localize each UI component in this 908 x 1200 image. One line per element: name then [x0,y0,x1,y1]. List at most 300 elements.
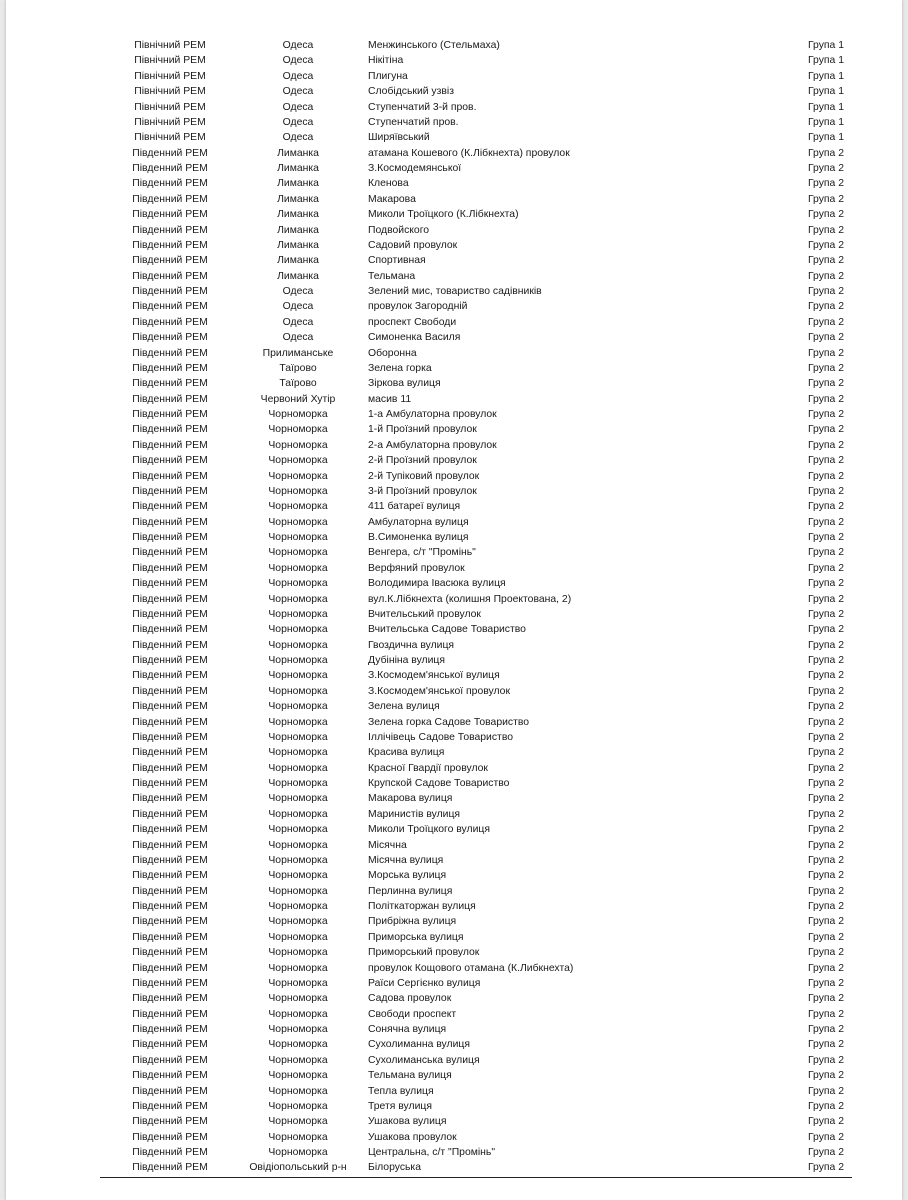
table-row [100,715,850,730]
rem-cell: Південний РЕМ [132,578,208,590]
locality-cell: Чорноморка [268,1131,328,1143]
group-cell: Група 2 [808,916,844,928]
rem-cell: Південний РЕМ [132,209,208,221]
table-row [100,346,850,361]
street-cell: 411 батареї вулиця [368,501,461,513]
group-cell: Група 2 [808,239,844,251]
group-cell: Група 2 [808,824,844,836]
locality-cell: Таїрово [279,378,317,390]
group-cell: Група 2 [808,639,844,651]
rem-cell: Південний РЕМ [132,362,208,374]
locality-cell: Лиманка [277,147,319,159]
group-cell: Група 2 [808,1100,844,1112]
street-cell: Маринистів вулиця [368,808,461,820]
rem-cell: Південний РЕМ [132,931,208,943]
locality-cell: Одеса [282,116,314,128]
table-row [100,1068,850,1083]
table-row [100,745,850,760]
street-cell: Ступенчатий 3-й пров. [368,101,477,113]
locality-cell: Одеса [282,40,314,51]
locality-cell: Чорноморка [268,793,328,805]
street-cell: Ушакова вулиця [368,1116,447,1128]
street-cell: Раїси Сергієнко вулиця [368,977,481,989]
table-row [100,1037,850,1052]
table-row [100,930,850,945]
table-row [100,1099,850,1114]
table-row [100,822,850,837]
locality-cell: Чорноморка [268,670,328,682]
locality-cell: Одеса [282,332,314,344]
group-cell: Група 2 [808,532,844,543]
locality-cell: Чорноморка [268,1070,328,1082]
group-cell: Група 2 [808,224,844,236]
locality-cell: Лиманка [277,178,319,190]
group-cell: Група 2 [808,731,844,743]
group-cell: Група 2 [808,470,844,482]
table-row [100,945,850,960]
locality-cell: Чорноморка [268,870,328,882]
group-cell: Група 2 [808,547,844,559]
rem-cell: Південний РЕМ [132,547,208,559]
street-cell: Тепла вулиця [368,1085,434,1097]
locality-cell: Чорноморка [268,409,328,420]
street-cell: В.Симоненка вулиця [368,532,469,543]
street-cell: 2-й Тупіковий провулок [368,470,480,482]
rem-cell: Південний РЕМ [132,393,208,405]
street-cell: масив 11 [368,393,412,405]
rem-cell: Південний РЕМ [132,731,208,743]
street-cell: Миколи Троїцкого вулиця [368,824,490,836]
street-cell: Зелена горка Садове Товариство [368,716,530,728]
street-cell: Вчительська Садове Товариство [368,624,526,636]
street-cell: Ушакова провулок [368,1131,457,1143]
street-cell: Володимира Івасюка вулиця [368,578,506,590]
rem-cell: Південний РЕМ [132,147,208,159]
rem-cell: Південний РЕМ [132,178,208,190]
rem-cell: Південний РЕМ [132,916,208,928]
rem-cell: Північний РЕМ [134,86,206,98]
group-cell: Група 2 [808,501,844,513]
street-cell: Садовий провулок [368,239,458,251]
locality-cell: Одеса [282,316,314,328]
group-cell: Група 2 [808,1131,844,1143]
street-cell: Тельмана вулиця [368,1070,452,1082]
group-cell: Група 2 [808,455,844,467]
group-cell: Група 2 [808,1039,844,1051]
group-cell: Група 1 [808,116,844,128]
table-row [100,991,850,1006]
locality-cell: Чорноморка [268,962,328,974]
rem-cell: Південний РЕМ [132,624,208,636]
rem-cell: Південний РЕМ [132,163,208,174]
street-cell: Ступенчатий пров. [368,116,459,128]
rem-cell: Південний РЕМ [132,901,208,912]
rem-cell: Південний РЕМ [132,685,208,697]
locality-cell: Чорноморка [268,1054,328,1066]
table-row [100,961,850,976]
table-row [100,1145,850,1160]
locality-cell: Лиманка [277,224,319,236]
group-cell: Група 2 [808,178,844,190]
locality-cell: Чорноморка [268,747,328,759]
rem-cell: Південний РЕМ [132,1131,208,1143]
rem-cell: Південний РЕМ [132,854,208,866]
rem-cell: Південний РЕМ [132,716,208,728]
locality-cell: Чорноморка [268,1100,328,1112]
street-cell: Кленова [368,178,409,190]
group-cell: Група 2 [808,1070,844,1082]
street-cell: Красива вулиця [368,747,445,759]
group-cell: Група 1 [808,101,844,113]
group-cell: Група 2 [808,716,844,728]
group-cell: Група 2 [808,870,844,882]
rem-cell: Південний РЕМ [132,255,208,267]
locality-cell: Чорноморка [268,685,328,697]
table-row [100,53,850,68]
group-cell: Група 2 [808,839,844,851]
rem-cell: Південний РЕМ [132,870,208,882]
table-row [100,161,850,176]
table-row [100,392,850,407]
group-cell: Група 2 [808,193,844,205]
locality-cell: Чорноморка [268,824,328,836]
table-row [100,776,850,791]
table-row [100,607,850,622]
locality-cell: Чорноморка [268,885,328,897]
table-row [100,361,850,376]
locality-cell: Чорноморка [268,977,328,989]
locality-cell: Лиманка [277,239,319,251]
group-cell: Група 2 [808,947,844,959]
street-cell: вул.К.Лібкнехта (колишня Проектована, 2) [368,593,572,605]
locality-cell: Чорноморка [268,639,328,651]
group-cell: Група 1 [808,40,844,51]
group-cell: Група 2 [808,332,844,344]
street-cell: Зелена вулиця [368,701,440,713]
group-cell: Група 2 [808,608,844,620]
street-cell: Приморська вулиця [368,931,464,943]
rem-cell: Південний РЕМ [132,947,208,959]
street-cell: Зелений мис, товариство садівників [368,286,542,297]
street-cell: Прибріжна вулиця [368,916,457,928]
group-cell: Група 2 [808,1116,844,1128]
locality-cell: Одеса [282,101,314,113]
locality-cell: Одеса [282,70,314,82]
table-row [100,69,850,84]
locality-cell: Чорноморка [268,731,328,743]
group-cell: Група 1 [808,132,844,144]
group-cell: Група 2 [808,854,844,866]
table-row [100,176,850,191]
street-cell: Вчительський провулок [368,608,481,620]
group-cell: Група 2 [808,624,844,636]
rem-cell: Південний РЕМ [132,270,208,282]
group-cell: Група 2 [808,362,844,374]
rem-cell: Південний РЕМ [132,885,208,897]
street-cell: Садова провулок [368,993,452,1005]
street-cell: Плигуна [368,70,408,82]
street-cell: Іллічівець Садове Товариство [368,731,514,743]
table-row [100,1053,850,1068]
group-cell: Група 2 [808,670,844,682]
table-row [100,1007,850,1022]
locality-cell: Одеса [282,86,314,98]
table-row [100,453,850,468]
rem-cell: Південний РЕМ [132,224,208,236]
table-row [100,653,850,668]
table-row [100,253,850,268]
rem-cell: Північний РЕМ [134,70,206,82]
street-cell: Спортивная [368,255,426,267]
table-row [100,38,850,53]
rem-cell: Південний РЕМ [132,1147,208,1158]
table-row [100,100,850,115]
table-row [100,699,850,714]
street-cell: Місячна [368,839,407,851]
street-cell: Сухолиманська вулиця [368,1054,480,1066]
table-row [100,761,850,776]
group-cell: Група 2 [808,655,844,666]
street-cell: 2-й Проїзний провулок [368,455,477,467]
rem-cell: Південний РЕМ [132,747,208,759]
street-cell: Нікітіна [368,55,404,67]
locality-cell: Чорноморка [268,901,328,912]
locality-cell: Чорноморка [268,547,328,559]
group-cell: Група 2 [808,1024,844,1035]
table-row [100,469,850,484]
group-cell: Група 2 [808,270,844,282]
street-cell: Макарова вулиця [368,793,453,805]
locality-cell: Чорноморка [268,993,328,1005]
street-cell: З.Космодем'янської вулиця [368,670,500,682]
locality-cell: Чорноморка [268,593,328,605]
street-cell: Центральна, с/т "Промінь" [368,1147,496,1158]
table-row [100,1160,850,1175]
table-row [100,668,850,683]
street-cell: 2-а Амбулаторна провулок [368,439,497,451]
street-cell: Сухолиманна вулиця [368,1039,470,1051]
table-row [100,638,850,653]
locality-cell: Чорноморка [268,608,328,620]
rem-cell: Північний РЕМ [134,116,206,128]
street-cell: Білоруська [368,1162,421,1174]
group-cell: Група 2 [808,1054,844,1066]
table-row [100,284,850,299]
rem-cell: Південний РЕМ [132,1070,208,1082]
table-row [100,499,850,514]
rem-cell: Південний РЕМ [132,301,208,313]
street-cell: Зіркова вулиця [368,378,441,390]
rem-cell: Південний РЕМ [132,239,208,251]
locality-cell: Лиманка [277,255,319,267]
table-row [100,207,850,222]
group-cell: Група 2 [808,255,844,267]
street-cell: 1-а Амбулаторна провулок [368,409,497,420]
group-cell: Група 2 [808,286,844,297]
locality-cell: Прилиманське [262,347,334,359]
table-row [100,376,850,391]
street-cell: провулок Кощового отамана (К.Либкнехта) [368,962,574,974]
table-row [100,84,850,99]
table-row [100,422,850,437]
rem-cell: Південний РЕМ [132,378,208,390]
table-row [100,791,850,806]
group-cell: Група 2 [808,1162,844,1174]
locality-cell: Чорноморка [268,762,328,774]
street-cell: Верфяний провулок [368,562,465,574]
street-cell: Місячна вулиця [368,854,444,866]
street-cell: Макарова [368,193,416,205]
group-cell: Група 2 [808,424,844,436]
table-row [100,684,850,699]
locality-cell: Чорноморка [268,439,328,451]
street-cell: Миколи Троїцкого (К.Лібкнехта) [368,209,519,221]
group-cell: Група 1 [808,86,844,98]
rem-cell: Південний РЕМ [132,962,208,974]
group-cell: Група 2 [808,163,844,174]
table-row [100,146,850,161]
locality-cell: Чорноморка [268,470,328,482]
table-row [100,315,850,330]
group-cell: Група 1 [808,70,844,82]
street-cell: Морська вулиця [368,870,447,882]
locality-cell: Чорноморка [268,839,328,851]
locality-cell: Чорноморка [268,716,328,728]
street-cell: Ширяївський [368,132,430,144]
group-cell: Група 2 [808,762,844,774]
group-cell: Група 2 [808,778,844,789]
group-cell: Група 2 [808,747,844,759]
rem-cell: Південний РЕМ [132,501,208,513]
locality-cell: Лиманка [277,270,319,282]
group-cell: Група 2 [808,316,844,328]
table-row [100,1114,850,1129]
street-cell: З.Космодемянської [368,163,462,174]
rem-cell: Південний РЕМ [132,977,208,989]
locality-cell: Одеса [282,132,314,144]
group-cell: Група 2 [808,977,844,989]
street-cell: Перлинна вулиця [368,885,453,897]
group-cell: Група 2 [808,378,844,390]
locality-cell: Овідіопольський р-н [249,1162,347,1174]
group-cell: Група 2 [808,701,844,713]
rem-cell: Південний РЕМ [132,762,208,774]
table-row [100,807,850,822]
table-row [100,269,850,284]
street-cell: 1-й Проїзний провулок [368,424,477,436]
street-cell: Менжинського (Стельмаха) [368,40,500,51]
group-cell: Група 2 [808,578,844,590]
rem-cell: Південний РЕМ [132,470,208,482]
locality-cell: Чорноморка [268,501,328,513]
locality-cell: Чорноморка [268,578,328,590]
rem-cell: Південний РЕМ [132,639,208,651]
rem-cell: Південний РЕМ [132,793,208,805]
table-row [100,1022,850,1037]
group-cell: Група 2 [808,301,844,313]
locality-cell: Чорноморка [268,931,328,943]
locality-cell: Чорноморка [268,1085,328,1097]
table-row [100,838,850,853]
table-row [100,223,850,238]
group-cell: Група 2 [808,485,844,497]
locality-cell: Чорноморка [268,1008,328,1020]
rem-cell: Південний РЕМ [132,808,208,820]
locality-cell: Чорноморка [268,455,328,467]
group-cell: Група 2 [808,808,844,820]
locality-cell: Чорноморка [268,1039,328,1051]
locality-cell: Чорноморка [268,532,328,543]
table-row [100,884,850,899]
locality-cell: Лиманка [277,209,319,221]
rem-cell: Північний РЕМ [134,55,206,67]
rem-cell: Північний РЕМ [134,101,206,113]
rem-cell: Південний РЕМ [132,1008,208,1020]
group-cell: Група 2 [808,147,844,159]
rem-cell: Південний РЕМ [132,1039,208,1051]
rem-cell: Південний РЕМ [132,1100,208,1112]
rem-cell: Південний РЕМ [132,532,208,543]
locality-cell: Чорноморка [268,655,328,666]
street-cell: проспект Свободи [368,316,457,328]
street-cell: Симоненка Василя [368,332,461,344]
street-cell: Зелена горка [368,362,432,374]
table-row [100,561,850,576]
rem-cell: Південний РЕМ [132,1116,208,1128]
rem-cell: Північний РЕМ [134,132,206,144]
street-cell: Оборонна [368,347,417,359]
group-cell: Група 2 [808,593,844,605]
street-cell: Дубініна вулиця [368,655,445,666]
rem-cell: Південний РЕМ [132,593,208,605]
group-cell: Група 2 [808,439,844,451]
rem-cell: Південний РЕМ [132,1085,208,1097]
group-cell: Група 2 [808,1147,844,1158]
locality-cell: Лиманка [277,193,319,205]
locality-cell: Чорноморка [268,1024,328,1035]
group-cell: Група 2 [808,931,844,943]
street-cell: Сонячна вулиця [368,1024,447,1035]
street-cell: Політкаторжан вулиця [368,901,476,912]
rem-cell: Південний РЕМ [132,193,208,205]
table-row [100,330,850,345]
group-cell: Група 2 [808,1085,844,1097]
locality-cell: Чорноморка [268,778,328,789]
table-row [100,576,850,591]
table-row [100,515,850,530]
table-row [100,299,850,314]
rem-cell: Північний РЕМ [134,40,206,51]
locality-cell: Одеса [282,301,314,313]
table-row [100,438,850,453]
rem-cell: Південний РЕМ [132,516,208,528]
rem-cell: Південний РЕМ [132,562,208,574]
group-cell: Група 2 [808,393,844,405]
locality-cell: Чорноморка [268,624,328,636]
locality-cell: Чорноморка [268,562,328,574]
rem-cell: Південний РЕМ [132,485,208,497]
outage-table [100,38,850,1176]
rem-cell: Південний РЕМ [132,316,208,328]
rem-cell: Південний РЕМ [132,332,208,344]
rem-cell: Південний РЕМ [132,608,208,620]
street-cell: Амбулаторна вулиця [368,516,469,528]
rem-cell: Південний РЕМ [132,824,208,836]
locality-cell: Одеса [282,55,314,67]
group-cell: Група 2 [808,793,844,805]
rem-cell: Південний РЕМ [132,1054,208,1066]
rem-cell: Південний РЕМ [132,286,208,297]
